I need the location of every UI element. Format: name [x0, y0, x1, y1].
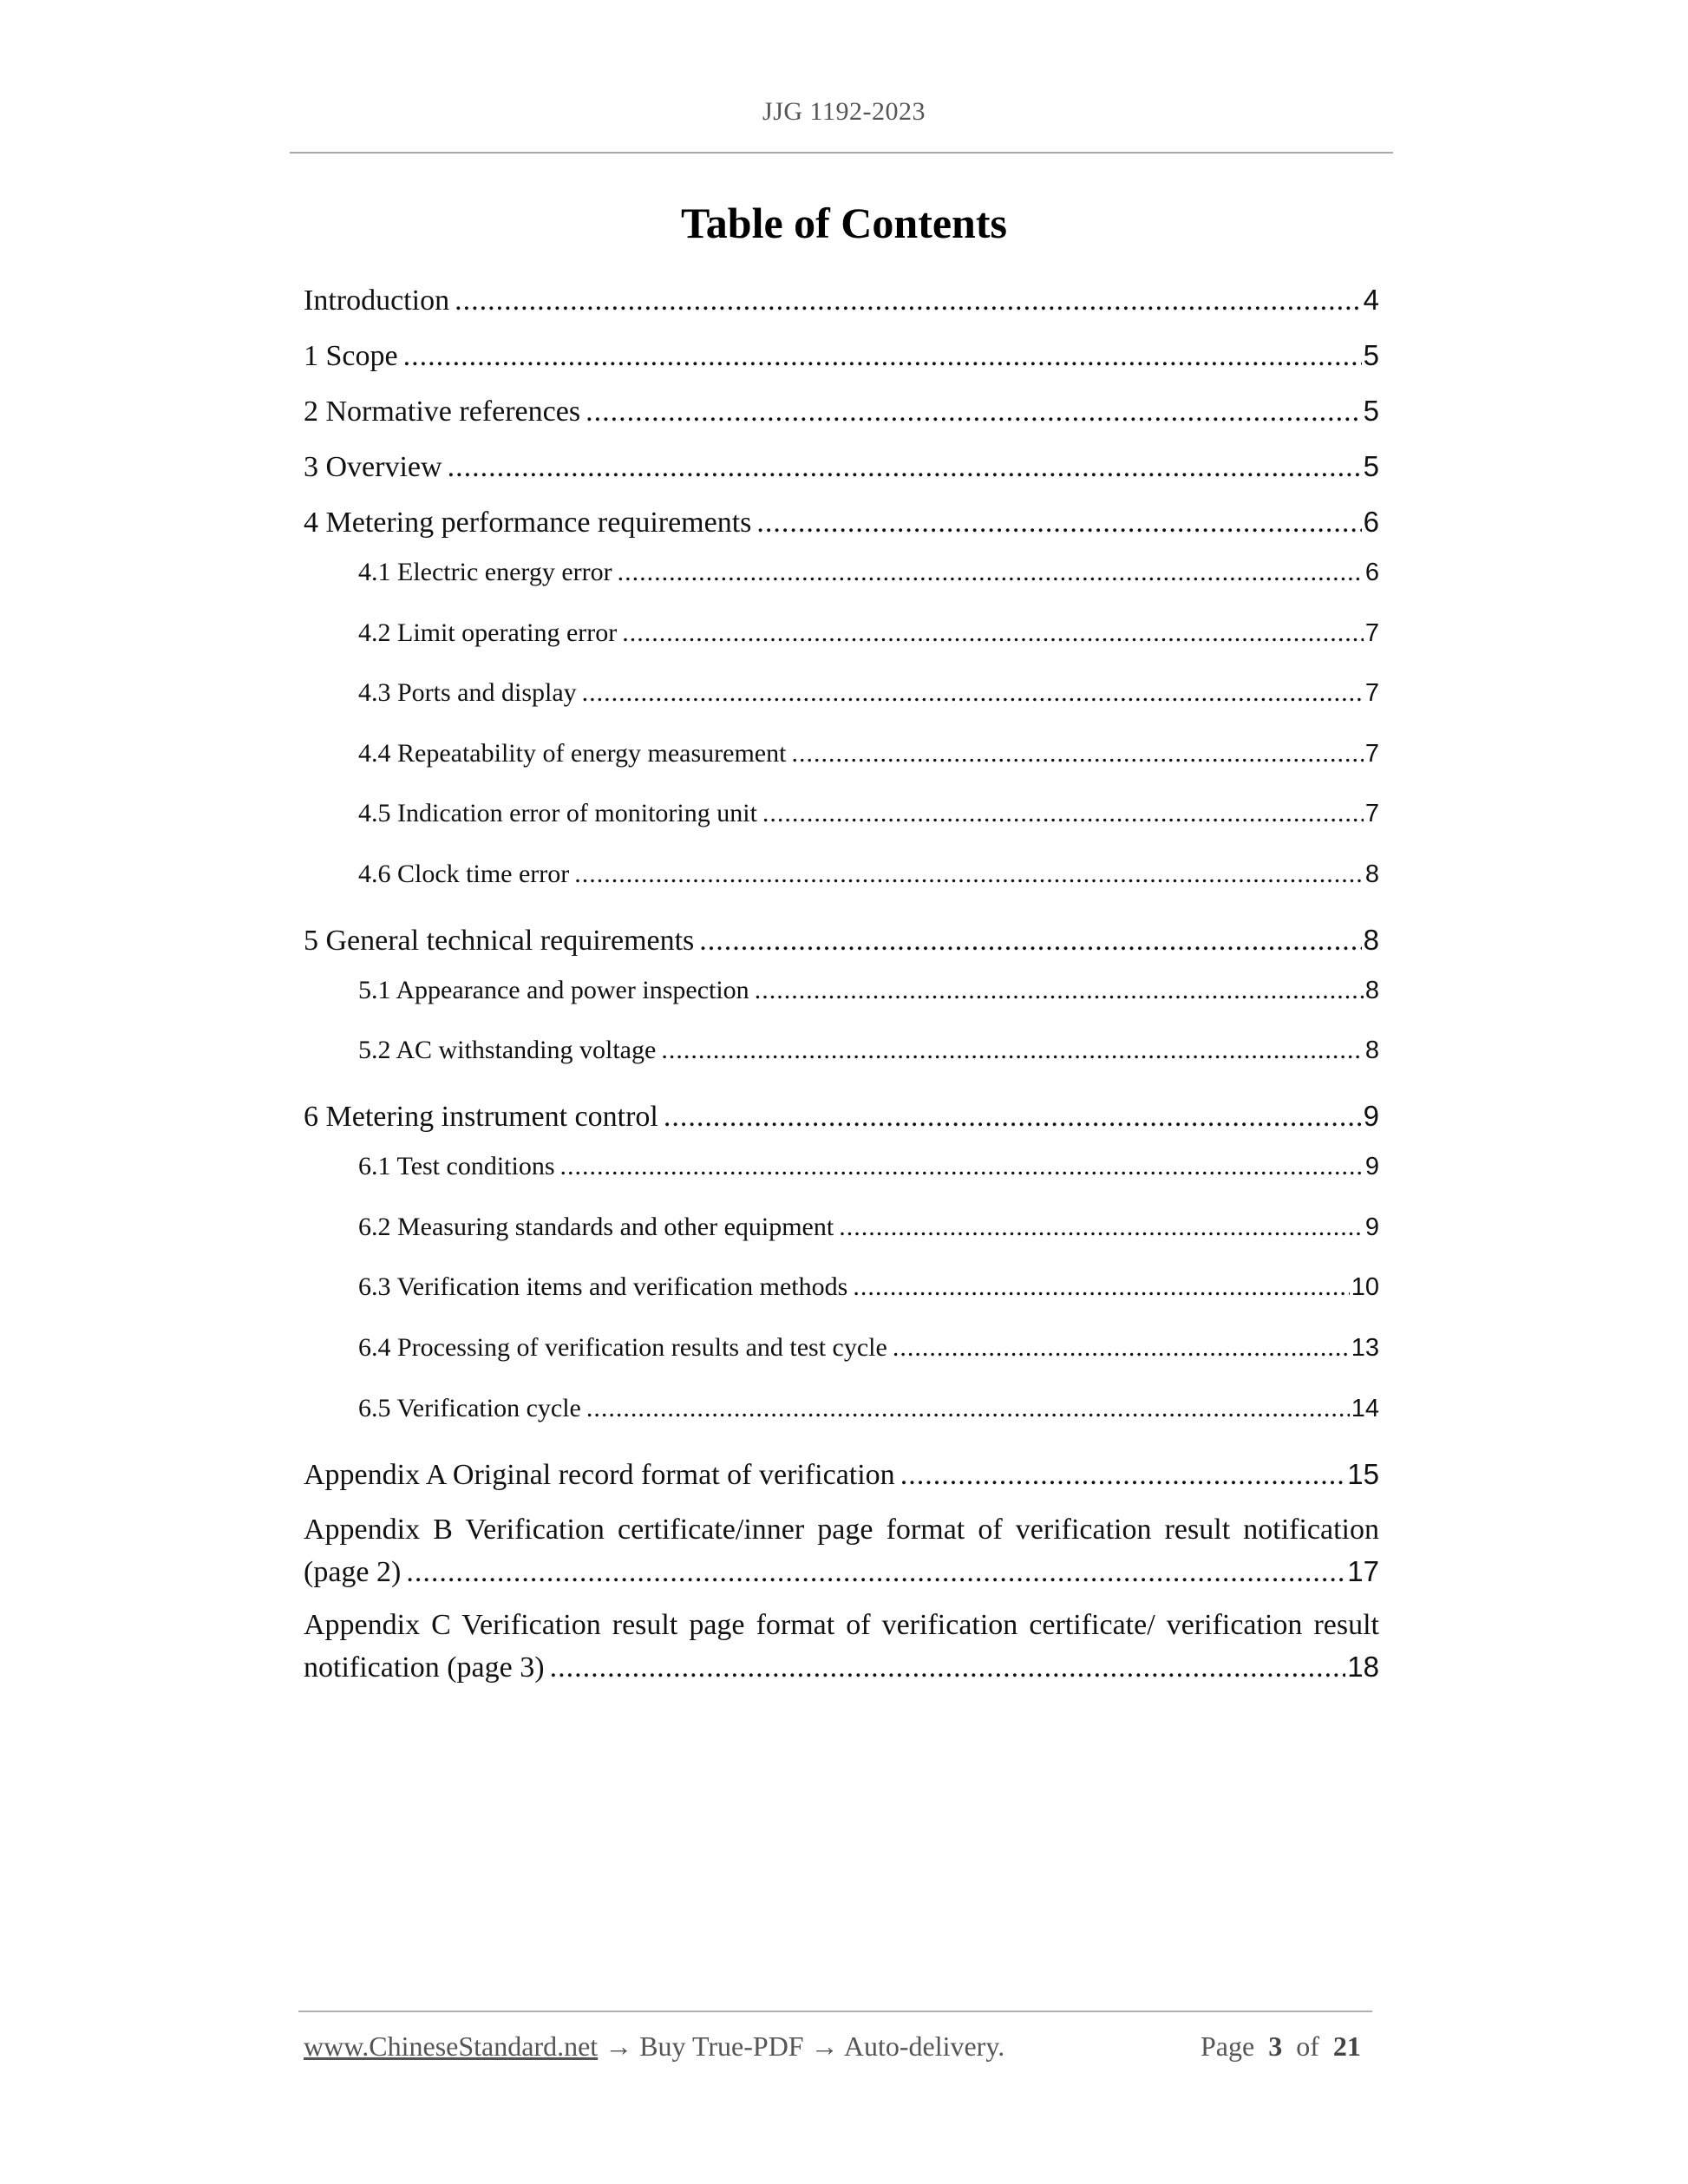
page-word: Page: [1201, 2030, 1255, 2062]
dot-leader: [406, 1556, 1345, 1589]
toc-entry-label: 4.4 Repeatability of energy measurement: [358, 739, 787, 768]
toc-entry-page: 5: [1363, 450, 1379, 482]
toc-entry-label: 4.3 Ports and display: [358, 678, 577, 707]
footer-promo: [304, 2030, 1004, 2063]
toc-entry-page: 8: [1364, 977, 1379, 1004]
toc-entry-page: 8: [1364, 1036, 1379, 1064]
dot-leader: [550, 1651, 1346, 1684]
toc-entry-page: 17: [1347, 1555, 1379, 1587]
dot-leader: [403, 340, 1362, 373]
toc-entry-label: 5 General technical requirements: [304, 925, 695, 957]
delivery-text: Auto-delivery.: [843, 2030, 1005, 2062]
toc-entry-page: 9: [1364, 1153, 1379, 1180]
toc-entry-label: Appendix A Original record format of verification: [304, 1459, 895, 1491]
toc-entry-label-line2: (page 2): [304, 1556, 402, 1588]
toc-entry-label: 5.1 Appearance and power inspection: [358, 976, 749, 1004]
toc-entry-label: 4.2 Limit operating error: [358, 618, 618, 647]
toc-entry-4-1[interactable]: [358, 558, 1379, 587]
toc-entry-metering-instrument-control[interactable]: [304, 1100, 1379, 1134]
toc-entry-page: 5: [1363, 395, 1379, 427]
buy-text: Buy True-PDF: [639, 2030, 804, 2062]
toc-entry-4-2[interactable]: [358, 618, 1379, 648]
toc-title: Table of Contents: [681, 199, 1007, 247]
toc-entry-page: 7: [1364, 740, 1379, 768]
toc-entry-page: 13: [1351, 1334, 1379, 1362]
toc-entry-page: 6: [1364, 559, 1379, 586]
toc-entry-label: 1 Scope: [304, 340, 398, 372]
dot-leader: [839, 1213, 1364, 1242]
toc-entry-page: 18: [1347, 1651, 1379, 1683]
dot-leader: [582, 678, 1364, 708]
toc-entry-6-3[interactable]: [358, 1272, 1379, 1302]
toc-entry-label: 6 Metering instrument control: [304, 1101, 658, 1133]
toc-entry-label: 6.4 Processing of verification results and test cycle: [358, 1333, 887, 1362]
toc-entry-page: 15: [1347, 1458, 1379, 1490]
toc-entry-label-line1: Appendix B Verification certificate/inner page format of verification result notification: [304, 1514, 1379, 1546]
toc-entry-page: 7: [1364, 800, 1379, 827]
dot-leader: [853, 1272, 1349, 1302]
toc-entry-6-5[interactable]: [358, 1394, 1379, 1423]
toc-entry-page: 7: [1364, 619, 1379, 647]
dot-leader: [762, 799, 1364, 828]
toc-entry-label: 3 Overview: [304, 451, 442, 483]
toc-entry-overview[interactable]: [304, 450, 1379, 484]
toc-entry-page: 9: [1364, 1213, 1379, 1241]
toc-entry-label: 5.2 AC withstanding voltage: [358, 1036, 657, 1064]
page-header: JJG 1192-2023: [762, 97, 926, 126]
toc-entry-4-6[interactable]: [358, 860, 1379, 889]
toc-entry-page: 14: [1351, 1395, 1379, 1422]
toc-entry-5-1[interactable]: [358, 976, 1379, 1005]
toc-entry-label: 4.1 Electric energy error: [358, 558, 612, 586]
dot-leader: [560, 1152, 1364, 1181]
toc-entry-appendix-a[interactable]: [304, 1458, 1379, 1492]
dot-leader: [893, 1333, 1350, 1363]
toc-entry-page: 4: [1363, 284, 1379, 316]
arrow-icon: →: [605, 2030, 633, 2062]
toc-entry-general-technical[interactable]: [304, 924, 1379, 958]
dot-leader: [622, 618, 1364, 648]
toc-entry-page: 6: [1363, 506, 1379, 538]
page-current: 3: [1268, 2030, 1283, 2062]
toc-entry-label-line1: Appendix C Verification result page format of verification certificate/ verification result: [304, 1609, 1379, 1641]
dot-leader: [791, 739, 1363, 768]
toc-entry-scope[interactable]: [304, 339, 1379, 373]
of-word: of: [1296, 2030, 1319, 2062]
footer-divider: [298, 2011, 1372, 2012]
toc-entry-4-3[interactable]: [358, 678, 1379, 708]
toc-entry-page: 5: [1363, 339, 1379, 371]
toc-entry-page: 7: [1364, 679, 1379, 707]
toc-entry-page: 8: [1364, 860, 1379, 888]
toc-entry-label: 4.5 Indication error of monitoring unit: [358, 799, 757, 827]
toc-entry-4-4[interactable]: [358, 739, 1379, 768]
page-number: [1201, 2030, 1361, 2063]
toc-entry-6-2[interactable]: [358, 1213, 1379, 1242]
dot-leader: [574, 860, 1364, 889]
toc-entry-normative-references[interactable]: [304, 395, 1379, 428]
toc-entry-introduction[interactable]: [304, 284, 1379, 317]
toc-entry-label: 2 Normative references: [304, 396, 581, 428]
toc-entry-label: 6.3 Verification items and verification methods: [358, 1272, 848, 1301]
toc-entry-6-4[interactable]: [358, 1333, 1379, 1363]
header-divider: [290, 152, 1393, 154]
toc-entry-label: Introduction: [304, 284, 450, 317]
toc-entry-6-1[interactable]: [358, 1152, 1379, 1181]
toc-entry-label: 4 Metering performance requirements: [304, 507, 752, 539]
toc-entry-label: 4.6 Clock time error: [358, 860, 570, 888]
toc-entry-4-5[interactable]: [358, 799, 1379, 828]
dot-leader: [755, 976, 1364, 1005]
site-link[interactable]: www.ChineseStandard.net: [304, 2030, 599, 2062]
dot-leader: [586, 1394, 1350, 1423]
dot-leader: [756, 507, 1361, 539]
dot-leader: [900, 1459, 1346, 1492]
dot-leader: [699, 925, 1361, 958]
dot-leader: [661, 1036, 1364, 1065]
toc-entry-label-line2: notification (page 3): [304, 1651, 545, 1684]
toc-entry-label: 6.5 Verification cycle: [358, 1394, 581, 1422]
page-total: 21: [1332, 2030, 1361, 2062]
toc-entry-page: 8: [1363, 924, 1379, 956]
toc-entry-line2: [304, 1651, 1379, 1684]
dot-leader: [448, 451, 1362, 484]
dot-leader: [586, 396, 1362, 428]
toc-entry-page: 10: [1351, 1273, 1379, 1301]
toc-entry-page: 9: [1363, 1100, 1379, 1132]
toc-entry-metering-performance[interactable]: [304, 506, 1379, 539]
toc-entry-5-2[interactable]: [358, 1036, 1379, 1065]
toc-entry-label: 6.1 Test conditions: [358, 1152, 555, 1180]
dot-leader: [455, 284, 1362, 317]
arrow-icon: →: [810, 2030, 839, 2062]
dot-leader: [664, 1101, 1362, 1134]
dot-leader: [618, 558, 1364, 587]
toc-entry-line2: [304, 1555, 1379, 1589]
toc-entry-label: 6.2 Measuring standards and other equipment: [358, 1213, 834, 1241]
